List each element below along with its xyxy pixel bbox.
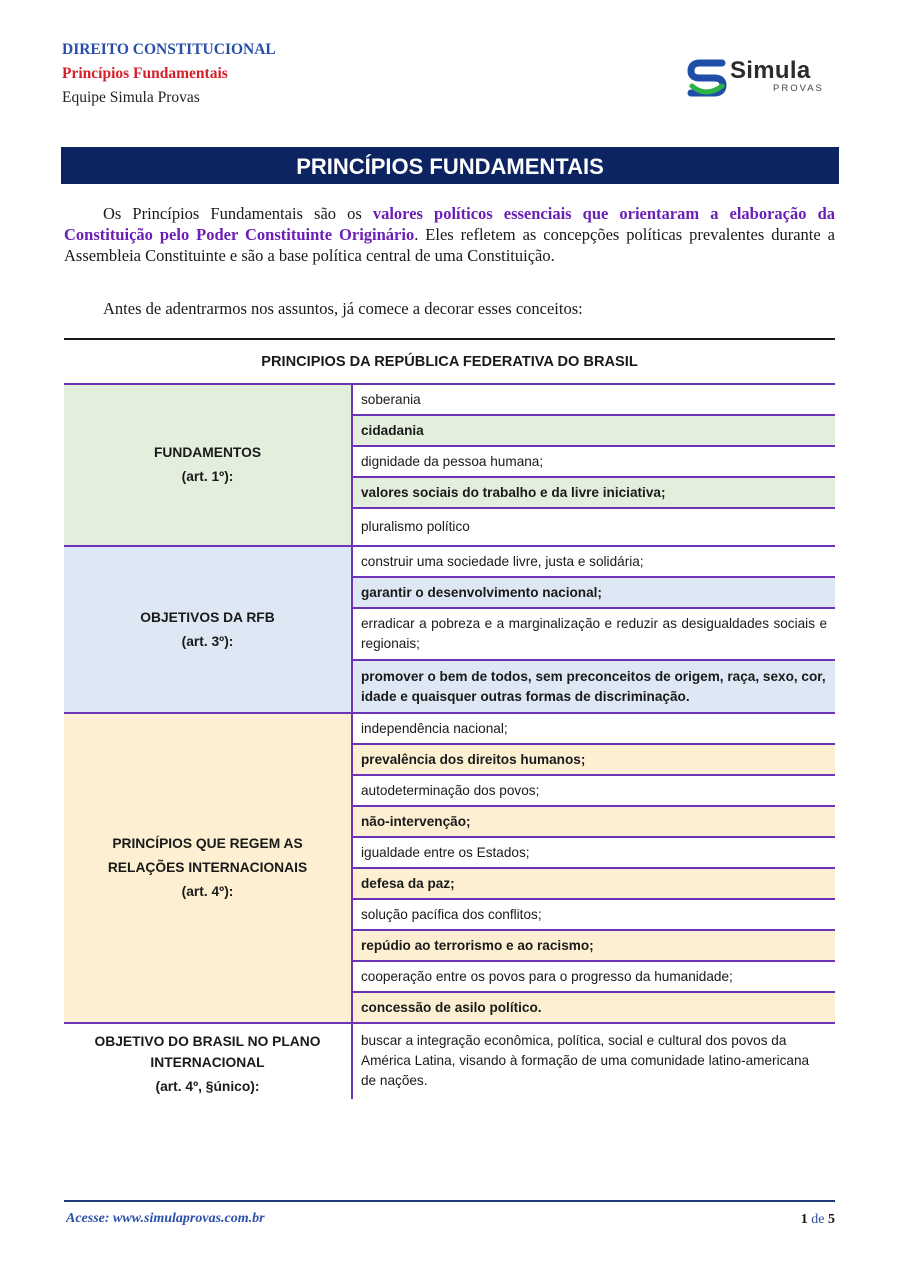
lead-in-paragraph: Antes de adentrarmos nos assuntos, já comece a decorar esses conceitos: — [103, 299, 583, 318]
group-title: FUNDAMENTOS — [153, 445, 262, 460]
page-of: de — [811, 1212, 825, 1227]
group-article: (art. 3º): — [181, 633, 234, 649]
list-item: concessão de asilo político. — [352, 992, 835, 1023]
list-item: erradicar a pobreza e a marginalização e reduzir as desigualdades sociais e regionais; — [352, 608, 835, 660]
group-title: RELAÇÕES INTERNACIONAIS — [107, 860, 308, 875]
list-item: repúdio ao terrorismo e ao racismo; — [352, 930, 835, 961]
group-article: (art. 4º): — [181, 884, 234, 899]
section-title: PRINCÍPIOS FUNDAMENTAIS — [61, 147, 839, 184]
group-label-fundamentos — [64, 384, 352, 546]
total-pages: 5 — [828, 1212, 835, 1227]
intro-highlight: valores políticos essenciais que orientaram a elaboração da Constituição pelo Poder Constituinte Originário — [64, 204, 835, 244]
list-item: soberania — [352, 384, 835, 415]
group-label-relacoes-internacionais — [64, 713, 352, 1023]
group-label-objetivos — [64, 546, 352, 713]
subject-heading: DIREITO CONSTITUCIONAL — [62, 41, 276, 58]
footer-website[interactable]: Acesse: www.simulaprovas.com.br — [66, 1211, 265, 1226]
list-item: independência nacional; — [352, 713, 835, 744]
list-item: dignidade da pessoa humana; — [352, 446, 835, 477]
list-item: garantir o desenvolvimento nacional; — [352, 577, 835, 608]
page-number — [801, 1212, 835, 1228]
table-row — [64, 713, 835, 744]
group-title: OBJETIVO DO BRASIL NO PLANO — [94, 1034, 321, 1049]
table-header-row — [64, 339, 835, 384]
author-line: Equipe Simula Provas — [62, 89, 200, 106]
footer-divider — [64, 1200, 835, 1202]
list-item: buscar a integração econômica, política, social e cultural dos povos da América Latina, visando à formação de uma comunidade latino-americana de nações. — [352, 1023, 835, 1099]
list-item: prevalência dos direitos humanos; — [352, 744, 835, 775]
list-item: cooperação entre os povos para o progresso da humanidade; — [352, 961, 835, 992]
list-item: valores sociais do trabalho e da livre iniciativa; — [352, 477, 835, 508]
principles-table — [64, 338, 835, 1099]
table-header: PRINCIPIOS DA REPÚBLICA FEDERATIVA DO BRASIL — [64, 339, 835, 384]
group-article: (art. 4º, §único): — [155, 1079, 260, 1094]
s-mark-icon — [686, 55, 728, 99]
group-label-plano-internacional — [64, 1023, 352, 1099]
group-title: PRINCÍPIOS QUE REGEM AS — [112, 836, 303, 851]
table-row — [64, 546, 835, 577]
list-item: cidadania — [352, 415, 835, 446]
intro-paragraph — [64, 203, 835, 266]
logo-subtext: PROVAS — [773, 83, 824, 94]
list-item: solução pacífica dos conflitos; — [352, 899, 835, 930]
list-item: construir uma sociedade livre, justa e solidária; — [352, 546, 835, 577]
group-article: (art. 1º): — [181, 469, 234, 484]
topic-heading: Princípios Fundamentais — [62, 65, 228, 82]
document-header — [62, 38, 276, 110]
intro-text-end: . Eles refletem as concepções políticas prevalentes durante a Assembleia Constituinte e são a base política central de uma Constituição. — [64, 225, 835, 265]
logo-wordmark: Simula — [730, 57, 811, 84]
table-row — [64, 1023, 835, 1099]
list-item: igualdade entre os Estados; — [352, 837, 835, 868]
list-item: promover o bem de todos, sem preconceitos de origem, raça, sexo, cor, idade e quaisquer outras formas de discriminação. — [352, 660, 835, 713]
list-item: pluralismo político — [352, 508, 835, 546]
list-item: não-intervenção; — [352, 806, 835, 837]
simula-provas-logo — [686, 55, 826, 99]
list-item: autodeterminação dos povos; — [352, 775, 835, 806]
intro-text-start: Os Princípios Fundamentais são os — [103, 204, 373, 223]
group-title: INTERNACIONAL — [150, 1055, 265, 1070]
list-item: defesa da paz; — [352, 868, 835, 899]
table-row — [64, 384, 835, 415]
group-title: OBJETIVOS DA RFB — [140, 609, 275, 625]
current-page: 1 — [800, 1212, 808, 1227]
